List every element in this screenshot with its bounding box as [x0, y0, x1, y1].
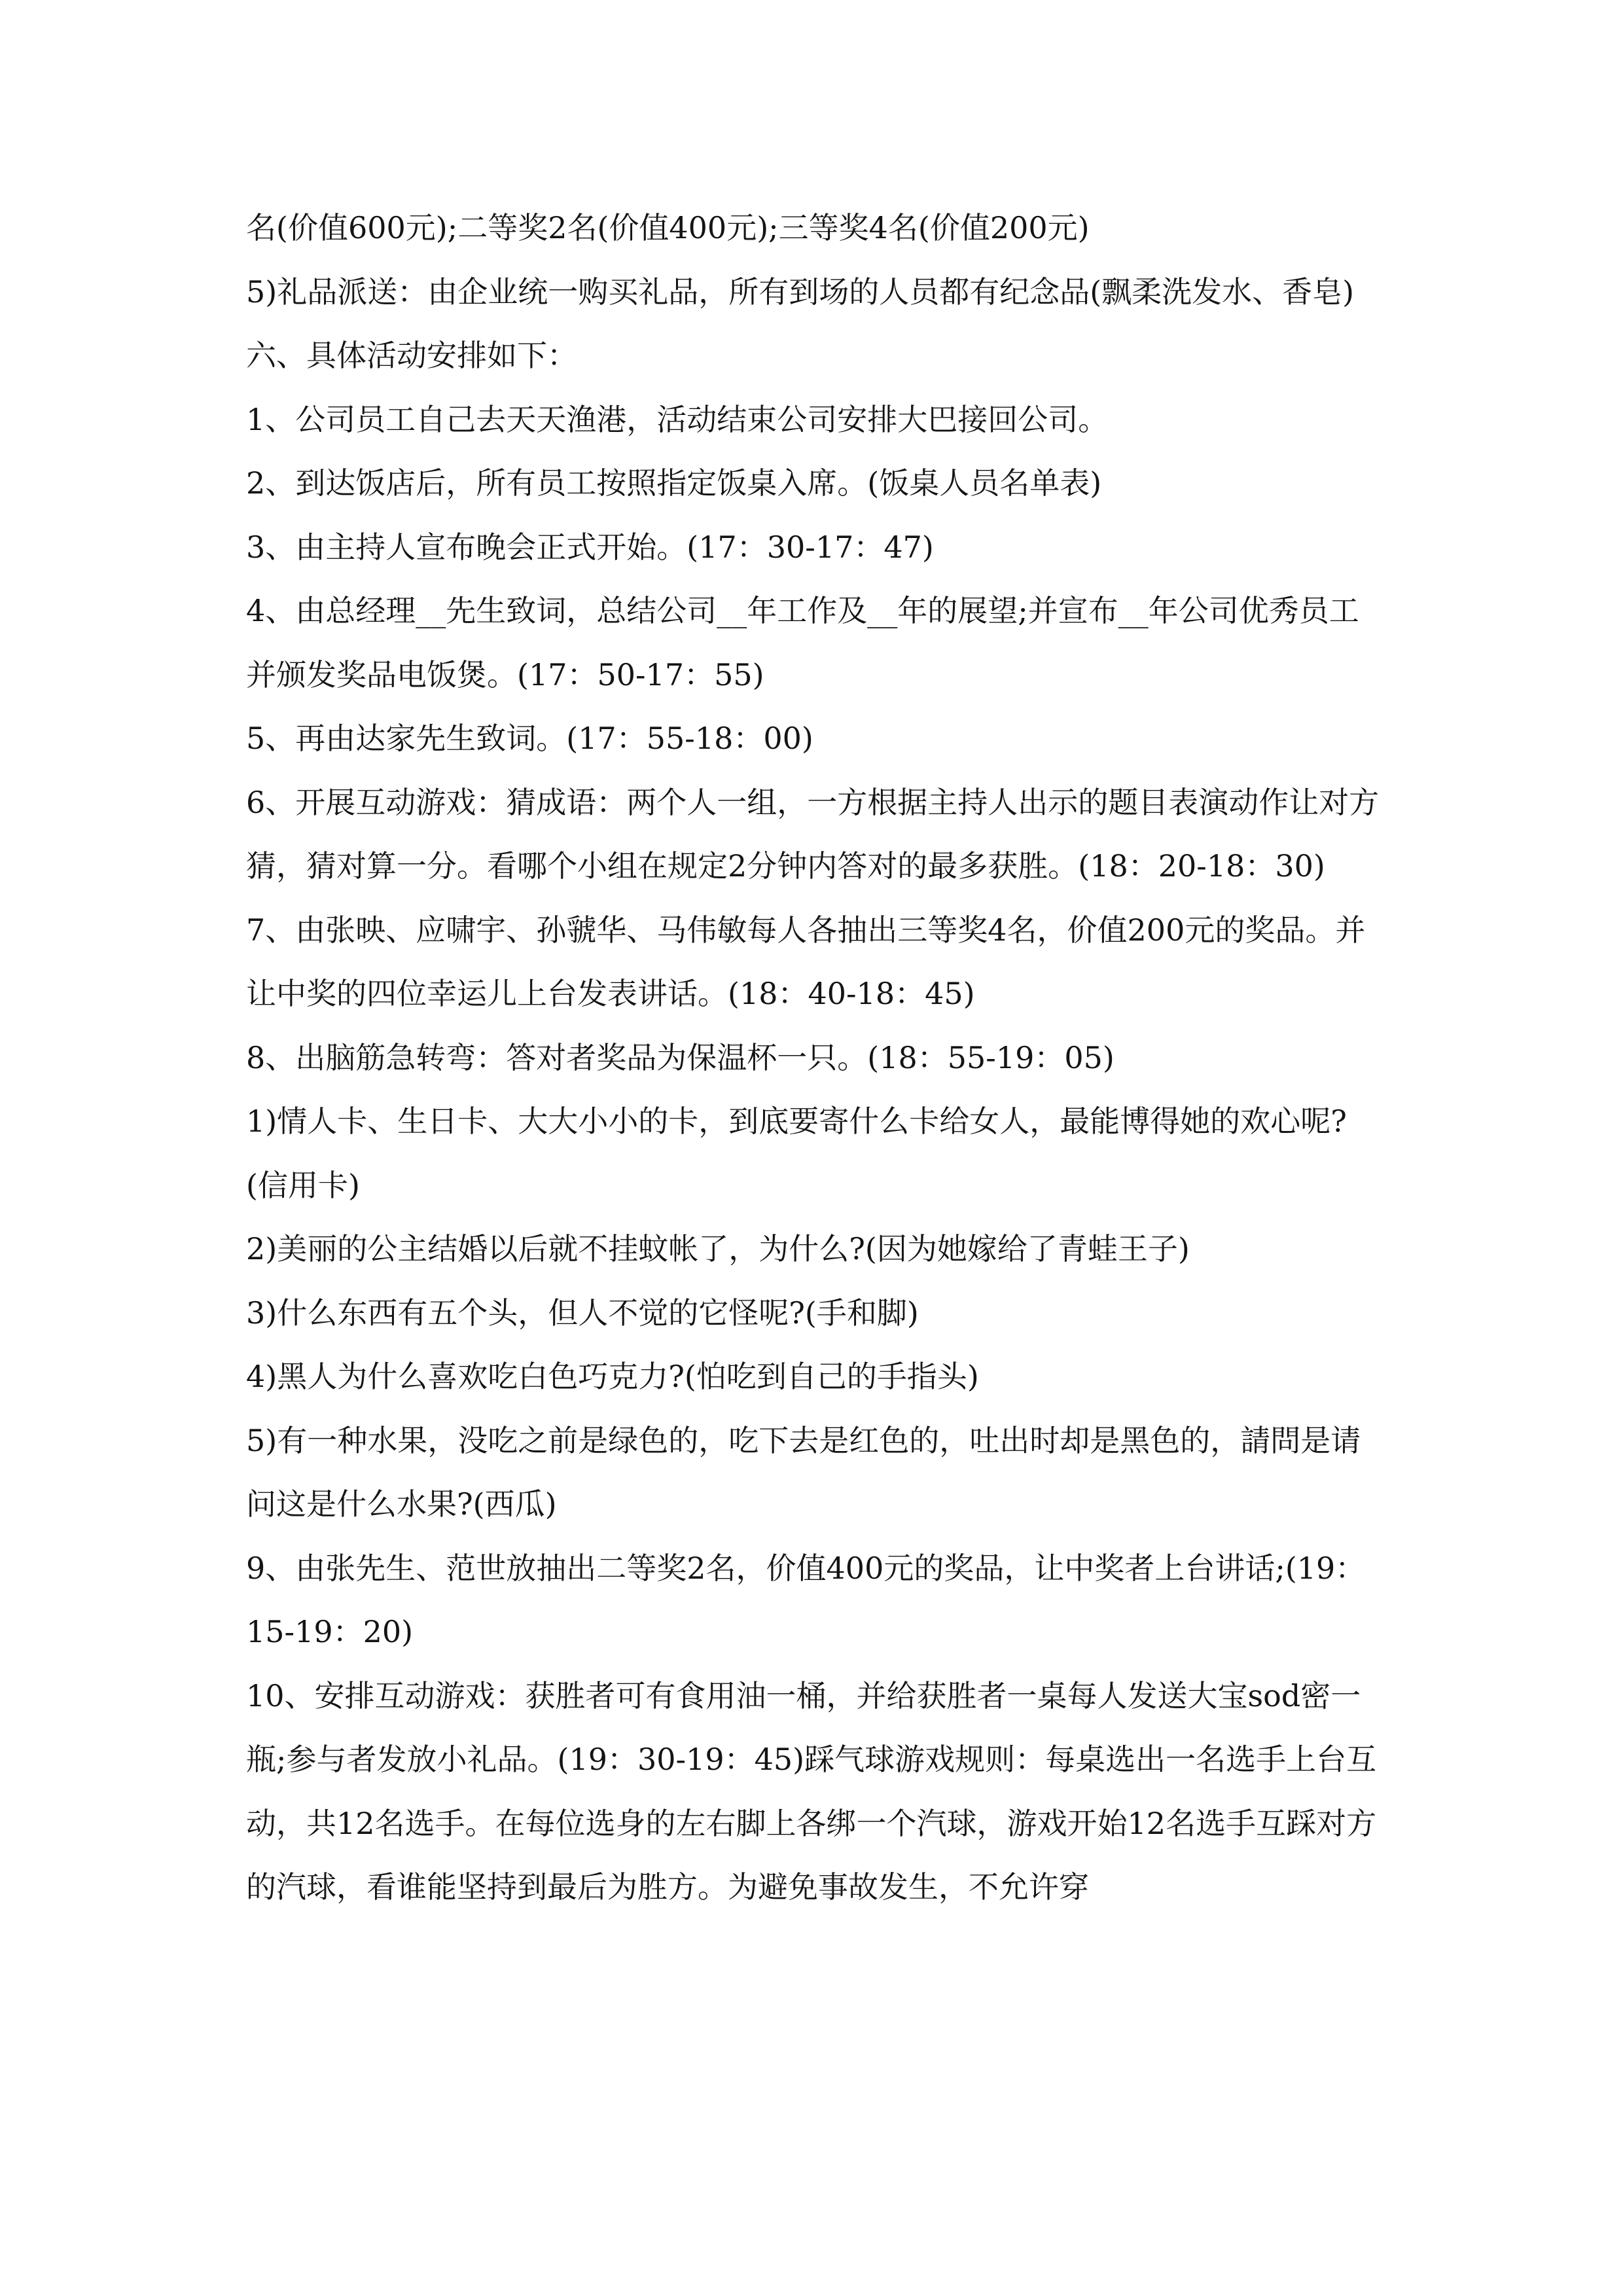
- list-item-5: 5、再由达家先生致词。(17：55-18：00): [246, 721, 813, 756]
- list-item-2: 2、到达饭店后，所有员工按照指定饭桌入席。(饭桌人员名单表): [246, 465, 1102, 501]
- list-item-1: 1、公司员工自己去天天渔港，活动结束公司安排大巴接回公司。: [246, 401, 1109, 437]
- riddle-5: 5)有一种水果，没吃之前是绿色的，吃下去是红色的，吐出时却是黑色的，請問是请问这是什么水果?(西瓜): [246, 1422, 1361, 1522]
- section-heading-activity-schedule: 六、具体活动安排如下：: [246, 338, 577, 373]
- document-body: [246, 196, 1381, 1920]
- paragraph-prize-values: 名(价值600元);二等奖2名(价值400元);三等奖4名(价值200元): [246, 210, 1090, 245]
- list-item-3: 3、由主持人宣布晚会正式开始。(17：30-17：47): [246, 529, 934, 565]
- list-item-8: 8、出脑筋急转弯：答对者奖品为保温杯一只。(18：55-19：05): [246, 1039, 1115, 1075]
- list-item-9: 9、由张先生、范世放抽出二等奖2名，价值400元的奖品，让中奖者上台讲话;(19：15-19：20): [246, 1550, 1366, 1649]
- riddle-1: 1)情人卡、生日卡、大大小小的卡，到底要寄什么卡给女人，最能博得她的欢心呢?(信用卡): [246, 1103, 1347, 1203]
- riddle-4: 4)黑人为什么喜欢吃白色巧克力?(怕吃到自己的手指头): [246, 1359, 979, 1394]
- riddle-3: 3)什么东西有五个头，但人不觉的它怪呢?(手和脚): [246, 1295, 919, 1331]
- paragraph-gift-delivery: 5)礼品派送：由企业统一购买礼品，所有到场的人员都有纪念品(飘柔洗发水、香皂): [246, 274, 1355, 310]
- list-item-7: 7、由张映、应啸宇、孙虢华、马伟敏每人各抽出三等奖4名，价值200元的奖品。并让中奖的四位幸运儿上台发表讲话。(18：40-18：45): [246, 912, 1366, 1011]
- riddle-2: 2)美丽的公主结婚以后就不挂蚊帐了，为什么?(因为她嫁给了青蛙王子): [246, 1231, 1190, 1266]
- list-item-6: 6、开展互动游戏：猜成语：两个人一组，一方根据主持人出示的题目表演动作让对方猜，猜对算一分。看哪个小组在规定2分钟内答对的最多获胜。(18：20-18：30): [246, 784, 1380, 884]
- list-item-10: 10、安排互动游戏：获胜者可有食用油一桶，并给获胜者一桌每人发送大宝sod密一瓶;参与者发放小礼品。(19：30-19：45)踩气球游戏规则：每桌选出一名选手上台互动，共12名选手。在每位选身的左右脚上各绑一个汽球，游戏开始12名选手互踩对方的汽球，看谁能坚持到最后为胜方。为避免事故发生，不允许穿: [246, 1677, 1377, 1905]
- list-item-4: 4、由总经理__先生致词，总结公司__年工作及__年的展望;并宣布__年公司优秀员工并颁发奖品电饭煲。(17：50-17：55): [246, 593, 1359, 692]
